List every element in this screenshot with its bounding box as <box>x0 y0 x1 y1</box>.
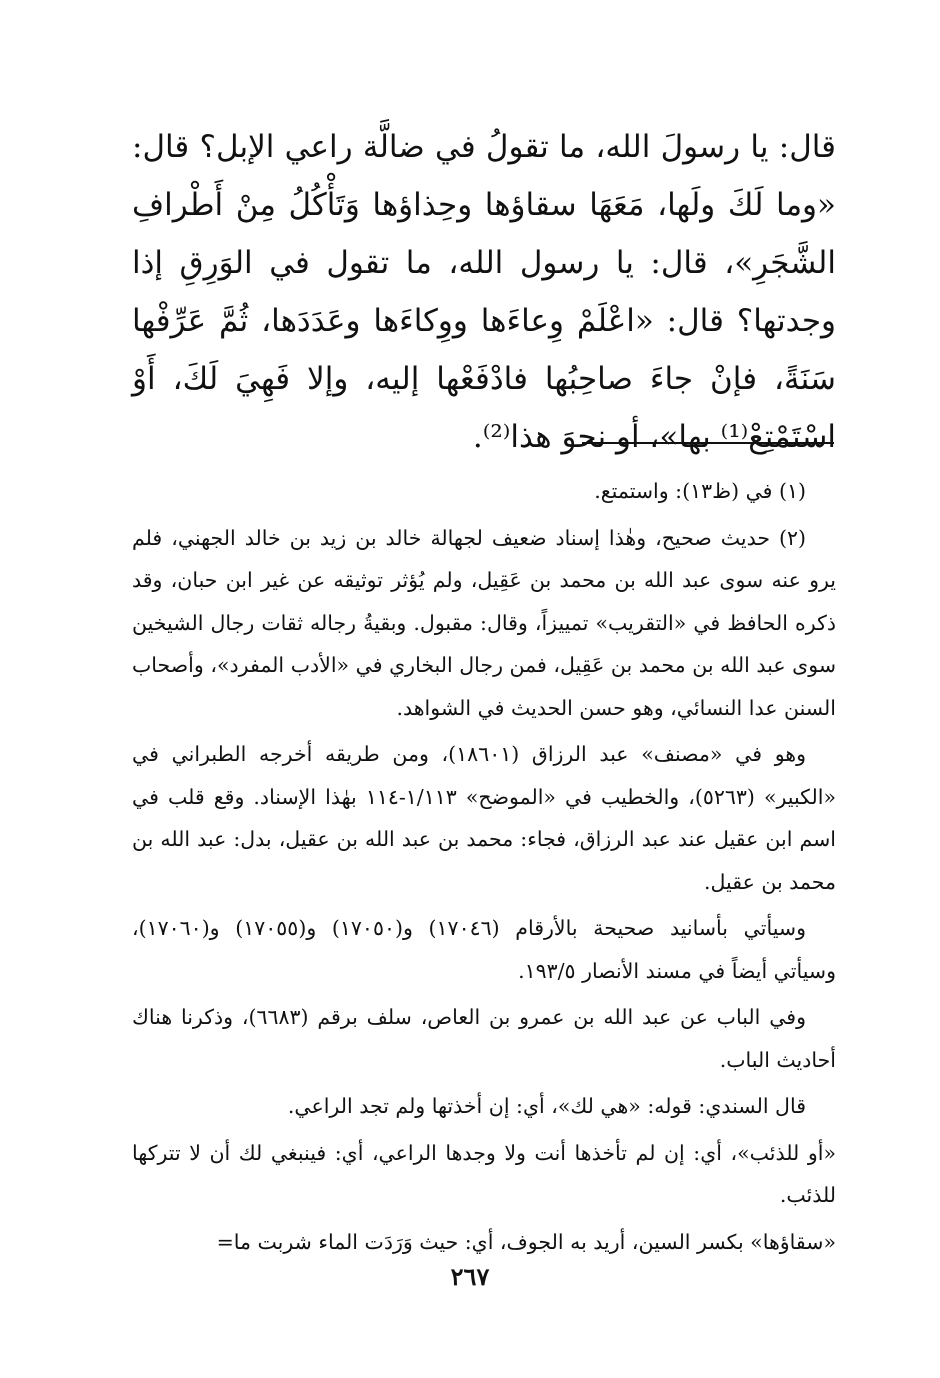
footnote-paragraph-sindi: قال السندي: قوله: «هي لك»، أي: إن أخذتها ولم تجد الراعي. <box>287 1094 806 1118</box>
footnote-paragraph-sources: وهو في «مصنف» عبد الرزاق (١٨٦٠١)، ومن طريقه أخرجه الطبراني في «الكبير» (٥٢٦٣)، والخطيب في «الموضح» ١/١١٣-١١٤ بهٰذا الإسناد. وقع قلب في اسم ابن عقيل عند عبد الرزاق، فجاء: محمد بن عبد الله بن عقيل، بدل: عبد الله بن محمد بن عقيل. <box>132 742 836 894</box>
page-number: ٢٦٧ <box>450 1262 490 1291</box>
footnote-paragraph-siqa: «سقاؤها» بكسر السين، أريد به الجوف، أي: حيث وَرَدَت الماء شربت ما= <box>216 1229 836 1254</box>
main-text-block <box>132 118 836 466</box>
footnote-paragraph-chapter: وفي الباب عن عبد الله بن عمرو بن العاص، سلف برقم (٦٦٨٣)، وذكرنا هناك أحاديث الباب. <box>132 1005 836 1072</box>
footnote-paragraph-chains: وسيأتي بأسانيد صحيحة بالأرقام (١٧٠٤٦) و(١٧٠٥٠) و(١٧٠٥٥) و(١٧٠٦٠)، وسيأتي أيضاً في مسند الأنصار ١٩٣/٥. <box>132 916 836 983</box>
footnotes-block <box>132 470 836 1267</box>
footnote-separator <box>582 442 834 444</box>
footnote-1: (١) في (ظ١٣): واستمتع. <box>594 479 806 503</box>
footnote-2: (٢) حديث صحيح، وهٰذا إسناد ضعيف لجهالة خالد بن زيد بن خالد الجهني، فلم يرو عنه سوى عبد الله بن محمد بن عَقِيل، ولم يُؤثر توثيقه عن غير ابن حبان، وقد ذكره الحافظ في «التقريب» تمييزاً، وقال: مقبول. وبقيةُ رجاله ثقات رجال الشيخين سوى عبد الله بن محمد بن عَقِيل، فمن رجال البخاري في «الأدب المفرد»، وأصحاب السنن عدا النسائي، وهو حسن الحديث في الشواهد. <box>132 525 836 720</box>
footnote-paragraph-wolf: «أو للذئب»، أي: إن لم تأخذها أنت ولا وجدها الراعي، أي: فينبغي لك أن لا تتركها للذئب. <box>132 1140 836 1207</box>
main-paragraph: قال: يا رسولَ الله، ما تقولُ في ضالَّة راعي الإبل؟ قال: «وما لَكَ ولَها، مَعَهَا سقاؤها وحِذاؤها وَتَأْكُلُ مِنْ أَطْرافِ الشَّجَرِ»، قال: يا رسول الله، ما تقول في الوَرِقِ إذا وجدتها؟ قال: «اعْلَمْ وِعاءَها ووِكاءَها وعَدَدَها، ثُمَّ عَرِّفْها سَنَةً، فإنْ جاءَ صاحِبُها فادْفَعْها إليه، وإلا فَهِيَ لَكَ، أَوْ اسْتَمْتِعْ⁽¹⁾ بها»، أو نحوَ هذا⁽²⁾. <box>132 129 836 455</box>
